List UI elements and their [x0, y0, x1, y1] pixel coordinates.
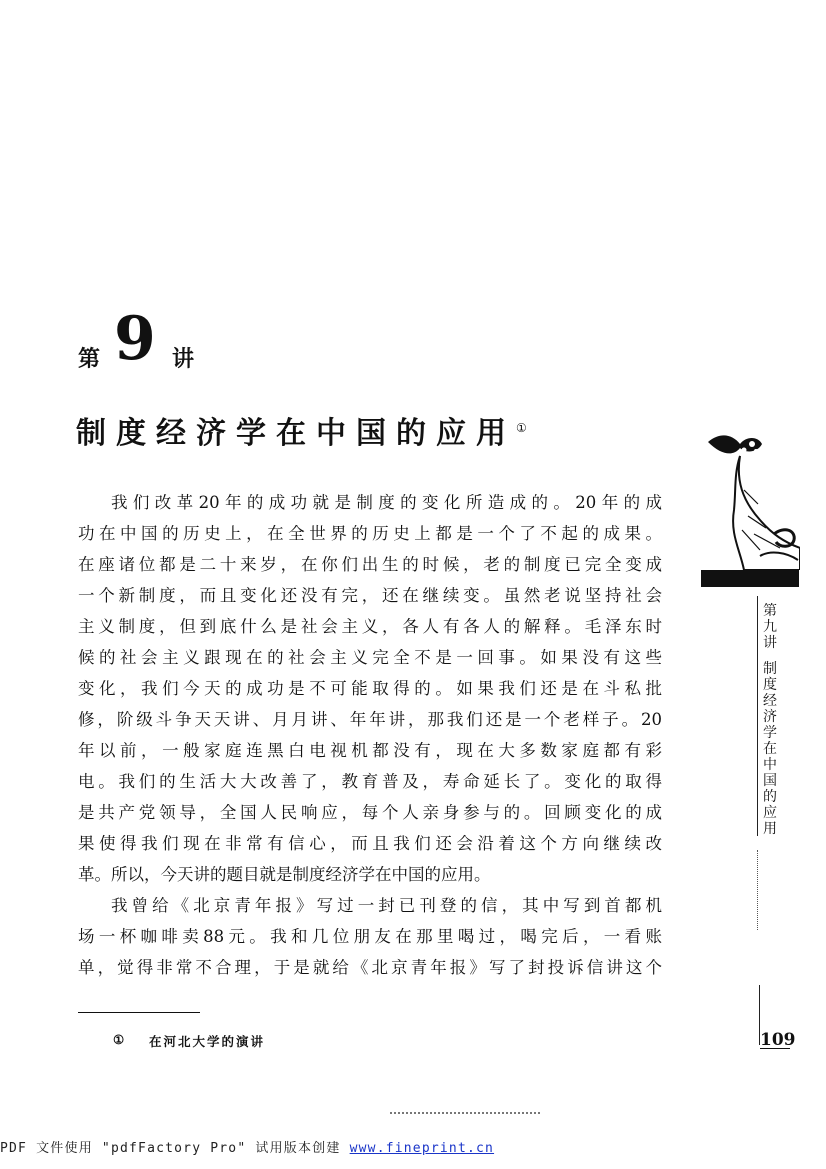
- chapter-prefix: 第: [78, 347, 101, 372]
- body-line: 单，觉得非常不合理，于是就给《北京青年报》写了封投诉信讲这个: [78, 958, 662, 977]
- side-thick-bar: [701, 570, 799, 587]
- footnote-mark: ①: [113, 1032, 127, 1047]
- body-line: 是共产党领导，全国人民响应，每个人亲身参与的。回顾变化的成: [78, 803, 662, 822]
- page-title: [76, 408, 527, 452]
- footnote-divider: [78, 1012, 200, 1013]
- pdf-footer-text: PDF 文件使用 "pdfFactory Pro" 试用版本创建: [0, 1141, 350, 1156]
- title-footnote-mark: ①: [516, 421, 527, 435]
- body-text: [78, 487, 662, 983]
- page-number-underline: [760, 1048, 790, 1049]
- chapter-number: 9: [114, 304, 154, 374]
- body-line: 功在中国的历史上，在全世界的历史上都是一个了不起的成果。: [78, 524, 662, 543]
- bird-ornament-icon: [700, 430, 800, 570]
- body-line: 在座诸位都是二十来岁，在你们出生的时候，老的制度已完全变成: [78, 555, 662, 574]
- body-line: 修，阶级斗争天天讲、月月讲、年年讲，那我们还是一个老样子。20: [78, 710, 662, 729]
- body-line: 年以前，一般家庭连黑白电视机都没有，现在大多数家庭都有彩: [78, 741, 662, 760]
- body-line: 电。我们的生活大大改善了，教育普及，寿命延长了。变化的取得: [78, 772, 662, 791]
- side-running-head-title: 制度经济学在中国的应用: [763, 661, 777, 837]
- chapter-suffix: 讲: [172, 347, 195, 372]
- body-line: 主义制度，但到底什么是社会主义，各人有各人的解释。毛泽东时: [78, 617, 662, 636]
- footnote-text: 在河北大学的演讲: [149, 1034, 266, 1049]
- pdf-footer: [0, 1137, 494, 1156]
- footnote: [113, 1032, 266, 1050]
- side-running-head: [763, 603, 781, 837]
- body-line: 我曾给《北京青年报》写过一封已刊登的信，其中写到首都机: [111, 896, 662, 915]
- side-running-head-chapter: 第九讲: [763, 603, 777, 651]
- body-line: 果使得我们现在非常有信心，而且我们还会沿着这个方向继续改: [78, 834, 662, 853]
- scan-noise: [390, 1112, 540, 1114]
- body-line: 变化，我们今天的成功是不可能取得的。如果我们还是在斗私批: [78, 679, 662, 698]
- body-line: 候的社会主义跟现在的社会主义完全不是一回事。如果没有这些: [78, 648, 662, 667]
- page-number: 109: [760, 1030, 796, 1050]
- body-line: 革。所以，今天讲的题目就是制度经济学在中国的应用。: [78, 865, 491, 884]
- side-divider: [757, 596, 758, 836]
- side-dotted-divider: [757, 850, 758, 930]
- body-line: 我们改革20年的成功就是制度的变化所造成的。20年的成: [111, 493, 662, 512]
- pdf-footer-link[interactable]: www.fineprint.cn: [349, 1141, 495, 1156]
- title-text: 制度经济学在中国的应用: [76, 416, 516, 451]
- body-line: 一个新制度，而且变化还没有完，还在继续变。虽然老说坚持社会: [78, 586, 662, 605]
- body-line: 场一杯咖啡卖88元。我和几位朋友在那里喝过，喝完后，一看账: [78, 927, 662, 946]
